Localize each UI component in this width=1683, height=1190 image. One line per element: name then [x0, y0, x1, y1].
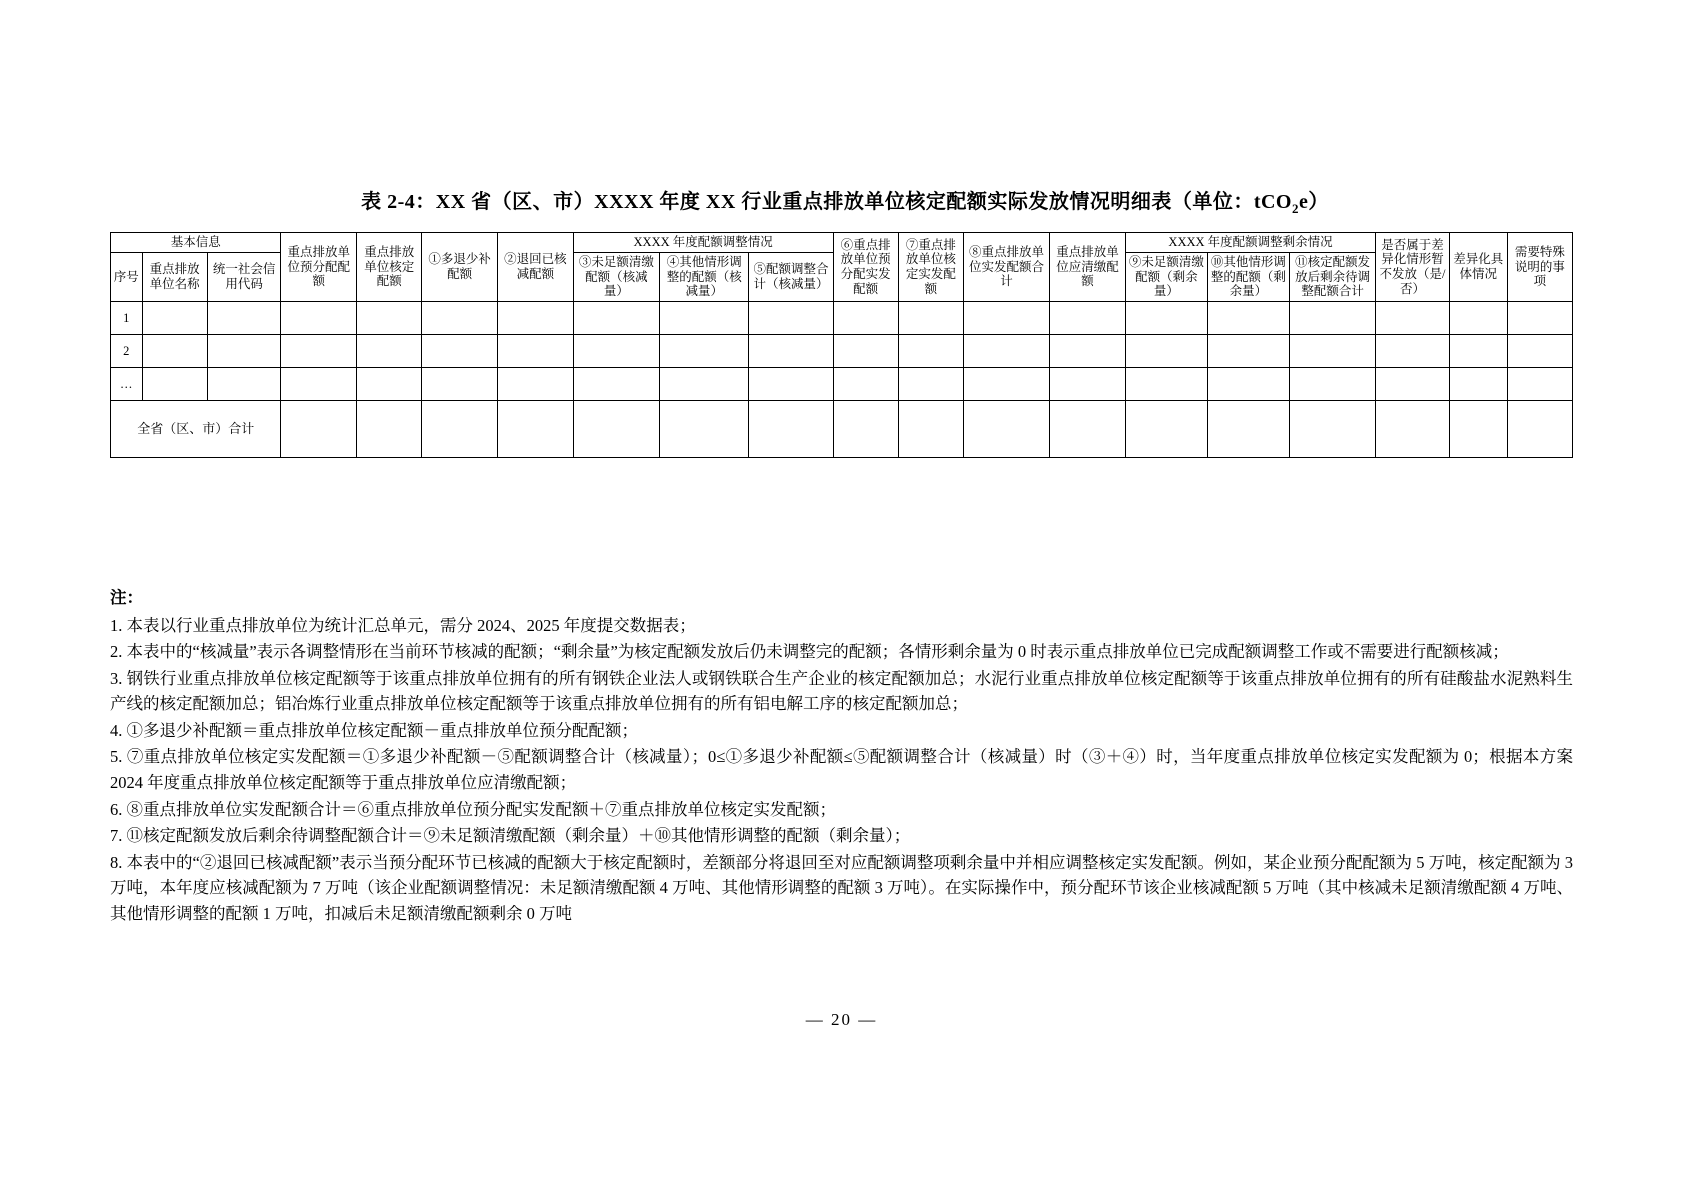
summary-c4	[660, 401, 749, 458]
cell-c7	[898, 368, 963, 401]
summary-pre-alloc	[281, 401, 357, 458]
summary-c10	[1207, 401, 1289, 458]
note-item-5: 5. ⑦重点排放单位核定实发配额＝①多退少补配额－⑤配额调整合计（核减量）；0≤①多退少补配额≤⑤配额调整合计（核减量）时（③＋④）时，当年度重点排放单位核定实发配额为 0；根据本方案 2024 年度重点排放单位核定配额等于重点排放单位应清缴配额；	[110, 747, 1573, 792]
cell-special	[1507, 335, 1572, 368]
cell-c1	[422, 302, 498, 335]
summary-c8	[963, 401, 1049, 458]
col-header-c5: ⑤配额调整合计（核减量）	[749, 252, 833, 301]
summary-label: 全省（区、市）合计	[111, 401, 281, 458]
cell-c6	[833, 368, 898, 401]
note-item-4: 4. ①多退少补配额＝重点排放单位核定配额－重点排放单位预分配配额；	[110, 720, 638, 740]
col-header-diff-detail: 差异化具体情况	[1449, 233, 1507, 302]
table-header-group-row	[111, 233, 1573, 253]
col-header-c9: ⑨未足额清缴配额（剩余量）	[1125, 252, 1207, 301]
col-header-credit-code: 统一社会信用代码	[207, 252, 281, 301]
col-header-c8: ⑧重点排放单位实发配额合计	[963, 233, 1049, 302]
cell-is-diff	[1376, 335, 1450, 368]
col-header-seq: 序号	[111, 252, 143, 301]
col-header-c11: ⑪核定配额发放后剩余待调整配额合计	[1289, 252, 1375, 301]
table-summary-row	[111, 401, 1573, 458]
col-header-is-diff: 是否属于差异化情形暂不发放（是/否）	[1376, 233, 1450, 302]
cell-c6	[833, 302, 898, 335]
cell-c9	[1125, 368, 1207, 401]
note-item-6: 6. ⑧重点排放单位实发配额合计＝⑥重点排放单位预分配实发配额＋⑦重点排放单位核定实发配额；	[110, 799, 836, 819]
summary-c5	[749, 401, 833, 458]
col-header-c1: ①多退少补配额	[422, 233, 498, 302]
table-row	[111, 335, 1573, 368]
summary-c1	[422, 401, 498, 458]
cell-payable	[1050, 368, 1126, 401]
table-row	[111, 302, 1573, 335]
cell-c11	[1289, 368, 1375, 401]
cell-c9	[1125, 302, 1207, 335]
cell-credit-code	[207, 368, 281, 401]
col-header-unit-name: 重点排放单位名称	[142, 252, 207, 301]
cell-verified-quota	[357, 302, 422, 335]
cell-c2	[498, 368, 574, 401]
page-title-prefix: 表 2-4：XX 省（区、市）XXXX 年度 XX 行业重点排放单位核定配额实际发放情况明细表（单位：tCO	[361, 191, 1292, 213]
note-item-1: 1. 本表以行业重点排放单位为统计汇总单元，需分 2024、2025 年度提交数据表；	[110, 615, 696, 635]
cell-c5	[749, 335, 833, 368]
col-header-payable: 重点排放单位应清缴配额	[1050, 233, 1126, 302]
cell-c11	[1289, 302, 1375, 335]
cell-c3	[573, 335, 659, 368]
summary-c3	[573, 401, 659, 458]
row-seq: …	[111, 368, 143, 401]
cell-c10	[1207, 335, 1289, 368]
cell-pre-alloc	[281, 335, 357, 368]
cell-c5	[749, 368, 833, 401]
cell-c11	[1289, 335, 1375, 368]
cell-c4	[660, 335, 749, 368]
cell-unit-name	[142, 302, 207, 335]
group-header-adjust-remain: XXXX 年度配额调整剩余情况	[1125, 233, 1375, 253]
col-header-c2: ②退回已核减配额	[498, 233, 574, 302]
summary-c11	[1289, 401, 1375, 458]
cell-c8	[963, 302, 1049, 335]
note-item-7: 7. ⑪核定配额发放后剩余待调整配额合计＝⑨未足额清缴配额（剩余量）＋⑩其他情形调整的配额（剩余量）；	[110, 826, 911, 846]
notes-heading: 注：	[110, 588, 143, 607]
page-title-subscript: 2	[1291, 201, 1299, 216]
cell-credit-code	[207, 335, 281, 368]
cell-c5	[749, 302, 833, 335]
notes-section	[110, 585, 1573, 927]
cell-special	[1507, 368, 1572, 401]
cell-c2	[498, 335, 574, 368]
summary-c7	[898, 401, 963, 458]
cell-is-diff	[1376, 368, 1450, 401]
note-item-3: 3. 钢铁行业重点排放单位核定配额等于该重点排放单位拥有的所有钢铁企业法人或钢铁联合生产企业的核定配额加总；水泥行业重点排放单位核定配额等于该重点排放单位拥有的所有硅酸盐水泥熟料生产线的核定配额加总；铝冶炼行业重点排放单位核定配额等于该重点排放单位拥有的所有铝电解工序的核定配额加总；	[110, 668, 1573, 714]
page-title-suffix: e）	[1298, 191, 1329, 213]
summary-is-diff	[1376, 401, 1450, 458]
col-header-special: 需要特殊说明的事项	[1507, 233, 1572, 302]
cell-c3	[573, 368, 659, 401]
group-header-basic-info: 基本信息	[111, 233, 281, 253]
cell-c9	[1125, 335, 1207, 368]
cell-c3	[573, 302, 659, 335]
col-header-c6: ⑥重点排放单位预分配实发配额	[833, 233, 898, 302]
cell-c7	[898, 335, 963, 368]
cell-payable	[1050, 335, 1126, 368]
cell-diff-detail	[1449, 302, 1507, 335]
table-row	[111, 368, 1573, 401]
row-seq: 1	[111, 302, 143, 335]
cell-unit-name	[142, 335, 207, 368]
col-header-c10: ⑩其他情形调整的配额（剩余量）	[1207, 252, 1289, 301]
cell-diff-detail	[1449, 335, 1507, 368]
cell-c7	[898, 302, 963, 335]
summary-verified-quota	[357, 401, 422, 458]
summary-c9	[1125, 401, 1207, 458]
cell-credit-code	[207, 302, 281, 335]
note-item-2: 2. 本表中的“核减量”表示各调整情形在当前环节核减的配额；“剩余量”为核定配额发放后仍未调整完的配额；各情形剩余量为 0 时表示重点排放单位已完成配额调整工作或不需要进行配额核减；	[110, 642, 1509, 662]
summary-diff-detail	[1449, 401, 1507, 458]
col-header-c7: ⑦重点排放单位核定实发配额	[898, 233, 963, 302]
cell-c8	[963, 368, 1049, 401]
cell-pre-alloc	[281, 302, 357, 335]
page-number: — 20 —	[805, 1010, 878, 1029]
cell-verified-quota	[357, 368, 422, 401]
cell-c10	[1207, 302, 1289, 335]
cell-diff-detail	[1449, 368, 1507, 401]
cell-c4	[660, 368, 749, 401]
cell-is-diff	[1376, 302, 1450, 335]
quota-detail-table	[110, 232, 1573, 458]
group-header-adjust-situation: XXXX 年度配额调整情况	[573, 233, 833, 253]
cell-verified-quota	[357, 335, 422, 368]
cell-c8	[963, 335, 1049, 368]
cell-pre-alloc	[281, 368, 357, 401]
page-title	[110, 185, 1580, 217]
cell-c4	[660, 302, 749, 335]
col-header-c4: ④其他情形调整的配额（核减量）	[660, 252, 749, 301]
cell-special	[1507, 302, 1572, 335]
cell-payable	[1050, 302, 1126, 335]
row-seq: 2	[111, 335, 143, 368]
col-header-verified-quota: 重点排放单位核定配额	[357, 233, 422, 302]
cell-unit-name	[142, 368, 207, 401]
col-header-pre-alloc: 重点排放单位预分配配额	[281, 233, 357, 302]
cell-c1	[422, 335, 498, 368]
summary-c2	[498, 401, 574, 458]
note-item-8: 8. 本表中的“②退回已核减配额”表示当预分配环节已核减的配额大于核定配额时，差额部分将退回至对应配额调整项剩余量中并相应调整核定实发配额。例如，某企业预分配配额为 5 万吨，核定配额为 3 万吨，本年度应核减配额为 7 万吨（该企业配额调整情况：未足额清缴配额 4 万吨、其他情形调整的配额 3 万吨）。在实际操作中，预分配环节该企业核减配额 5 万吨（其中核减未足额清缴配额 4 万吨、其他情形调整的配额 1 万吨，扣减后未足额清缴配额剩余 0 万吨	[110, 852, 1573, 923]
cell-c2	[498, 302, 574, 335]
col-header-c3: ③未足额清缴配额（核减量）	[573, 252, 659, 301]
summary-special	[1507, 401, 1572, 458]
summary-c6	[833, 401, 898, 458]
summary-payable	[1050, 401, 1126, 458]
cell-c1	[422, 368, 498, 401]
cell-c10	[1207, 368, 1289, 401]
cell-c6	[833, 335, 898, 368]
